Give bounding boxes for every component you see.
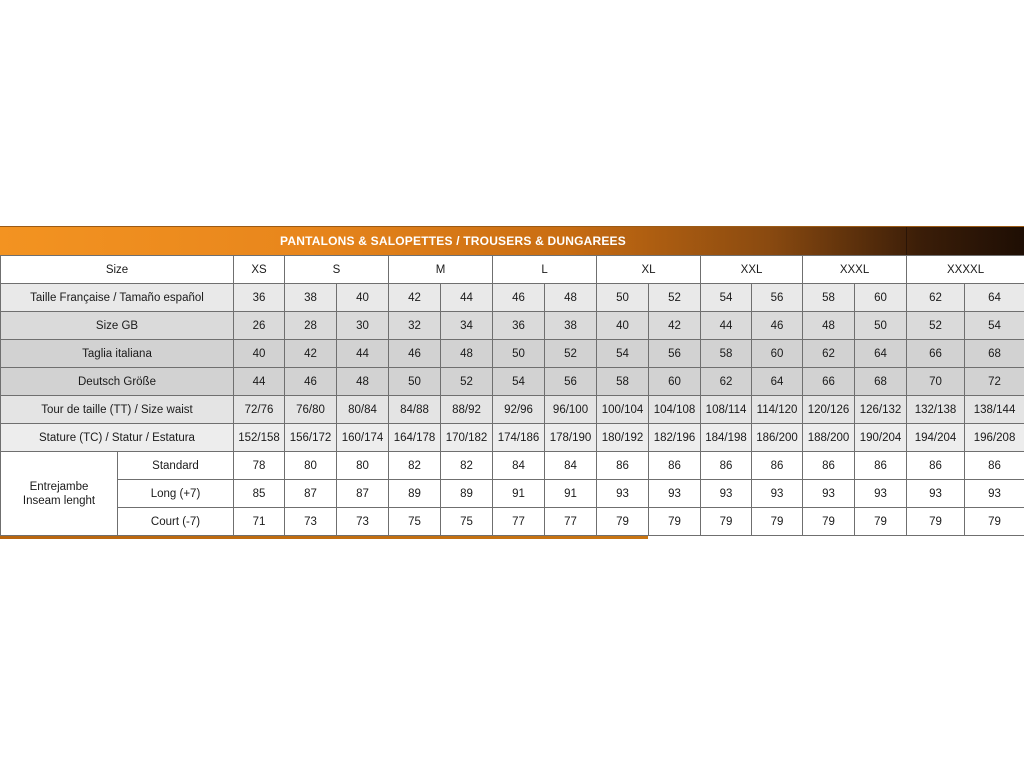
table-cell: 190/204 (855, 424, 907, 452)
table-cell: 75 (441, 508, 493, 536)
table-cell: 71 (234, 508, 285, 536)
row-label: Deutsch Größe (1, 368, 234, 396)
table-cell: 108/114 (701, 396, 752, 424)
table-cell: 56 (545, 368, 597, 396)
table-row (1, 340, 1024, 368)
table-cell: 86 (752, 452, 803, 480)
table-cell: 54 (493, 368, 545, 396)
table-cell: 188/200 (803, 424, 855, 452)
table-cell: 32 (389, 312, 441, 340)
size-header-cell: XS (234, 256, 285, 284)
table-cell: 44 (701, 312, 752, 340)
table-row (1, 284, 1024, 312)
table-cell: 91 (545, 480, 597, 508)
table-cell: 80 (337, 452, 389, 480)
table-cell: 80 (285, 452, 337, 480)
table-cell: 58 (597, 368, 649, 396)
size-header-cell: S (285, 256, 389, 284)
table-cell: 72 (965, 368, 1024, 396)
table-cell: 93 (855, 480, 907, 508)
table-cell: 77 (493, 508, 545, 536)
table-cell: 62 (803, 340, 855, 368)
table-cell: 93 (965, 480, 1024, 508)
table-cell: 78 (234, 452, 285, 480)
table-cell: 114/120 (752, 396, 803, 424)
table-cell: 60 (649, 368, 701, 396)
table-cell: 50 (855, 312, 907, 340)
table-cell: 120/126 (803, 396, 855, 424)
table-cell: 62 (907, 284, 965, 312)
size-header-cell: XXXXL (907, 256, 1024, 284)
table-cell: 93 (752, 480, 803, 508)
table-cell: 86 (649, 452, 701, 480)
table-cell: 186/200 (752, 424, 803, 452)
table-cell: 79 (803, 508, 855, 536)
chart-title: PANTALONS & SALOPETTES / TROUSERS & DUNGAREES (280, 234, 626, 248)
bottom-accent-bar (0, 536, 648, 539)
size-header-cell: L (493, 256, 597, 284)
table-cell: 46 (389, 340, 441, 368)
table-cell: 86 (907, 452, 965, 480)
table-cell: 86 (965, 452, 1024, 480)
table-cell: 79 (597, 508, 649, 536)
row-label: Tour de taille (TT) / Size waist (1, 396, 234, 424)
table-cell: 42 (389, 284, 441, 312)
table-cell: 86 (855, 452, 907, 480)
table-cell: 79 (907, 508, 965, 536)
table-cell: 104/108 (649, 396, 701, 424)
table-cell: 50 (389, 368, 441, 396)
inseam-row-label: Standard (118, 452, 234, 480)
table-cell: 194/204 (907, 424, 965, 452)
table-row (1, 368, 1024, 396)
table-cell: 38 (545, 312, 597, 340)
table-cell: 87 (285, 480, 337, 508)
table-cell: 56 (752, 284, 803, 312)
title-divider (906, 227, 907, 255)
table-cell: 180/192 (597, 424, 649, 452)
size-header-cell: XXL (701, 256, 803, 284)
inseam-row-label: Court (-7) (118, 508, 234, 536)
table-cell: 66 (803, 368, 855, 396)
row-label: Size GB (1, 312, 234, 340)
table-cell: 54 (597, 340, 649, 368)
table-cell: 86 (597, 452, 649, 480)
table-cell: 156/172 (285, 424, 337, 452)
row-label: Taglia italiana (1, 340, 234, 368)
size-header-label: Size (1, 256, 234, 284)
table-cell: 70 (907, 368, 965, 396)
table-cell: 84 (545, 452, 597, 480)
table-cell: 26 (234, 312, 285, 340)
size-header-row (1, 256, 1024, 284)
table-cell: 30 (337, 312, 389, 340)
inseam-row (1, 508, 1024, 536)
table-cell: 170/182 (441, 424, 493, 452)
table-row (1, 312, 1024, 340)
table-cell: 73 (337, 508, 389, 536)
table-cell: 48 (337, 368, 389, 396)
table-cell: 34 (441, 312, 493, 340)
table-cell: 82 (441, 452, 493, 480)
table-cell: 50 (597, 284, 649, 312)
table-cell: 60 (855, 284, 907, 312)
table-cell: 48 (803, 312, 855, 340)
table-cell: 184/198 (701, 424, 752, 452)
table-cell: 56 (649, 340, 701, 368)
table-cell: 60 (752, 340, 803, 368)
table-cell: 68 (855, 368, 907, 396)
table-cell: 54 (965, 312, 1024, 340)
table-cell: 40 (234, 340, 285, 368)
inseam-row (1, 480, 1024, 508)
table-cell: 48 (545, 284, 597, 312)
table-cell: 86 (803, 452, 855, 480)
table-cell: 100/104 (597, 396, 649, 424)
table-row (1, 424, 1024, 452)
table-cell: 38 (285, 284, 337, 312)
table-cell: 52 (649, 284, 701, 312)
size-table (0, 255, 1024, 536)
table-cell: 62 (701, 368, 752, 396)
inseam-label-line1: Entrejambe (29, 480, 89, 493)
table-row (1, 396, 1024, 424)
table-cell: 84/88 (389, 396, 441, 424)
table-cell: 174/186 (493, 424, 545, 452)
table-cell: 66 (907, 340, 965, 368)
size-header-cell: XXXL (803, 256, 907, 284)
table-cell: 132/138 (907, 396, 965, 424)
size-header-cell: XL (597, 256, 701, 284)
table-cell: 93 (649, 480, 701, 508)
table-cell: 44 (337, 340, 389, 368)
table-cell: 40 (597, 312, 649, 340)
table-cell: 88/92 (441, 396, 493, 424)
table-cell: 138/144 (965, 396, 1024, 424)
table-cell: 48 (441, 340, 493, 368)
table-cell: 76/80 (285, 396, 337, 424)
table-cell: 178/190 (545, 424, 597, 452)
table-cell: 93 (701, 480, 752, 508)
table-cell: 52 (441, 368, 493, 396)
table-cell: 73 (285, 508, 337, 536)
table-cell: 52 (545, 340, 597, 368)
table-cell: 89 (389, 480, 441, 508)
table-cell: 64 (855, 340, 907, 368)
table-cell: 46 (285, 368, 337, 396)
inseam-label-line2: Inseam lenght (22, 494, 96, 507)
inseam-row-label: Long (+7) (118, 480, 234, 508)
table-cell: 80/84 (337, 396, 389, 424)
size-chart (0, 226, 1024, 539)
table-cell: 93 (597, 480, 649, 508)
table-cell: 46 (493, 284, 545, 312)
table-cell: 86 (701, 452, 752, 480)
table-cell: 79 (752, 508, 803, 536)
table-cell: 36 (234, 284, 285, 312)
table-cell: 40 (337, 284, 389, 312)
table-cell: 64 (752, 368, 803, 396)
row-label: Taille Française / Tamaño español (1, 284, 234, 312)
table-cell: 64 (965, 284, 1024, 312)
table-cell: 152/158 (234, 424, 285, 452)
table-cell: 84 (493, 452, 545, 480)
table-cell: 50 (493, 340, 545, 368)
table-cell: 79 (855, 508, 907, 536)
table-cell: 75 (389, 508, 441, 536)
table-cell: 93 (907, 480, 965, 508)
table-cell: 28 (285, 312, 337, 340)
table-cell: 92/96 (493, 396, 545, 424)
table-cell: 91 (493, 480, 545, 508)
table-cell: 89 (441, 480, 493, 508)
inseam-row (1, 452, 1024, 480)
table-cell: 182/196 (649, 424, 701, 452)
table-cell: 36 (493, 312, 545, 340)
table-cell: 79 (701, 508, 752, 536)
table-cell: 54 (701, 284, 752, 312)
table-cell: 93 (803, 480, 855, 508)
table-cell: 58 (803, 284, 855, 312)
inseam-group-label (1, 452, 118, 536)
table-cell: 160/174 (337, 424, 389, 452)
table-cell: 79 (649, 508, 701, 536)
table-cell: 77 (545, 508, 597, 536)
table-cell: 52 (907, 312, 965, 340)
table-cell: 85 (234, 480, 285, 508)
table-cell: 44 (234, 368, 285, 396)
table-cell: 96/100 (545, 396, 597, 424)
row-label: Stature (TC) / Statur / Estatura (1, 424, 234, 452)
size-header-cell: M (389, 256, 493, 284)
table-cell: 68 (965, 340, 1024, 368)
table-cell: 42 (649, 312, 701, 340)
table-cell: 46 (752, 312, 803, 340)
table-cell: 87 (337, 480, 389, 508)
table-cell: 44 (441, 284, 493, 312)
table-cell: 164/178 (389, 424, 441, 452)
table-cell: 79 (965, 508, 1024, 536)
table-cell: 126/132 (855, 396, 907, 424)
table-cell: 72/76 (234, 396, 285, 424)
table-cell: 42 (285, 340, 337, 368)
table-cell: 196/208 (965, 424, 1024, 452)
table-cell: 82 (389, 452, 441, 480)
table-cell: 58 (701, 340, 752, 368)
chart-title-bar (0, 226, 1024, 255)
